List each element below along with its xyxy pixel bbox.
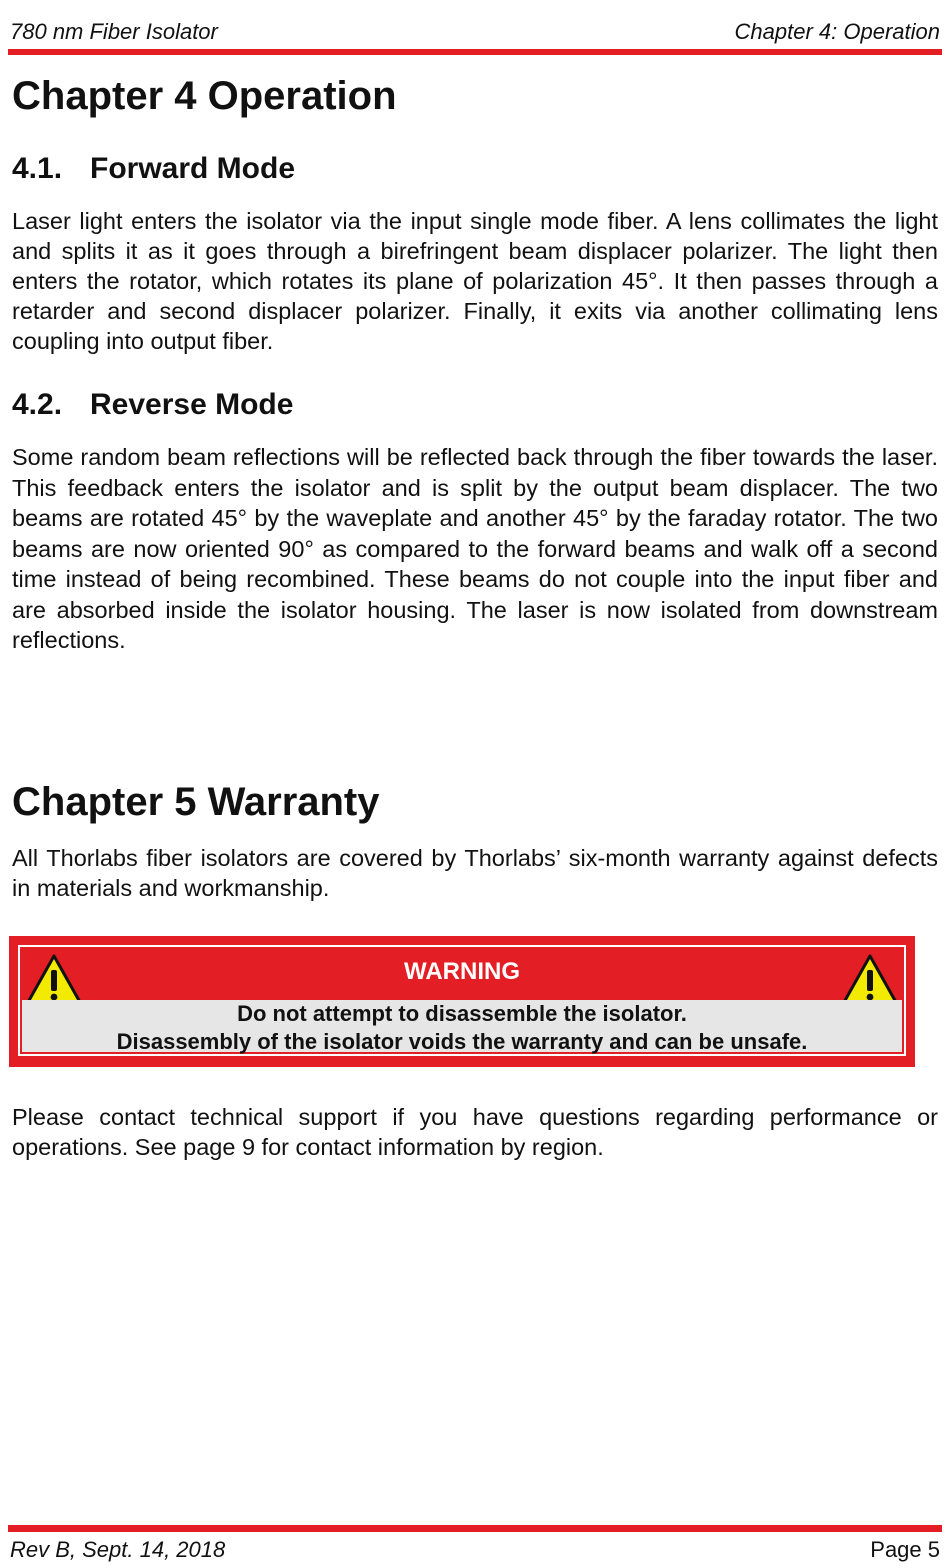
section-4-1-heading xyxy=(12,151,295,187)
section-4-2-heading xyxy=(12,387,293,423)
section-4-2-number: 4.2. xyxy=(12,388,63,421)
footer-page-number: Page 5 xyxy=(870,1537,940,1562)
section-4-1-title: Forward Mode xyxy=(90,152,296,185)
header-rule xyxy=(8,49,942,55)
footer-revision: Rev B, Sept. 14, 2018 xyxy=(10,1537,226,1562)
warning-message xyxy=(22,1000,902,1052)
reverse-mode-paragraph: Some random beam reflections will be reflected back through the fiber towards the laser. This feedback enters the isolator and is split by the output beam displacer. The two beams are rotated 45° by the waveplate and another 45° by the faraday rotator. The two beams are now oriented 90° as compared to the forward beams and walk off a second time instead of being recombined. These beams do not couple into the input fiber and are absorbed inside the isolator housing. The laser is now isolated from downstream reflections. xyxy=(12,444,938,653)
warranty-paragraph: All Thorlabs fiber isolators are covered by Thorlabs’ six-month warranty against defects in materials and workmanship. xyxy=(12,845,938,901)
warning-triangle-icon xyxy=(840,953,900,1007)
chapter-5-title: Chapter 5 Warranty xyxy=(12,780,380,824)
warning-line-2: Disassembly of the isolator voids the warranty and can be unsafe. xyxy=(116,1029,808,1054)
chapter-4-title: Chapter 4 Operation xyxy=(12,74,397,118)
contact-paragraph: Please contact technical support if you have questions regarding performance or operations. See page 9 for contact information by region. xyxy=(12,1104,938,1160)
header-document-title: 780 nm Fiber Isolator xyxy=(10,19,218,44)
header-chapter-title: Chapter 4: Operation xyxy=(734,19,940,44)
section-4-2-title: Reverse Mode xyxy=(90,388,294,421)
page-header xyxy=(10,18,940,46)
section-4-1-number: 4.1. xyxy=(12,152,63,185)
forward-mode-paragraph: Laser light enters the isolator via the input single mode fiber. A lens collimates the light and splits it as it goes through a birefringent beam displacer polarizer. The light then enters the rotator, which rotates its plane of polarization 45°. It then passes through a retarder and second displacer polarizer. Finally, it exits via another collimating lens coupling into output fiber. xyxy=(12,208,938,354)
footer-rule xyxy=(8,1525,942,1532)
warning-title: WARNING xyxy=(404,958,520,985)
warning-box xyxy=(9,936,915,1067)
page-footer xyxy=(10,1536,940,1564)
warning-line-1: Do not attempt to disassemble the isolator. xyxy=(237,1001,687,1026)
warning-inner-frame xyxy=(18,945,906,1056)
